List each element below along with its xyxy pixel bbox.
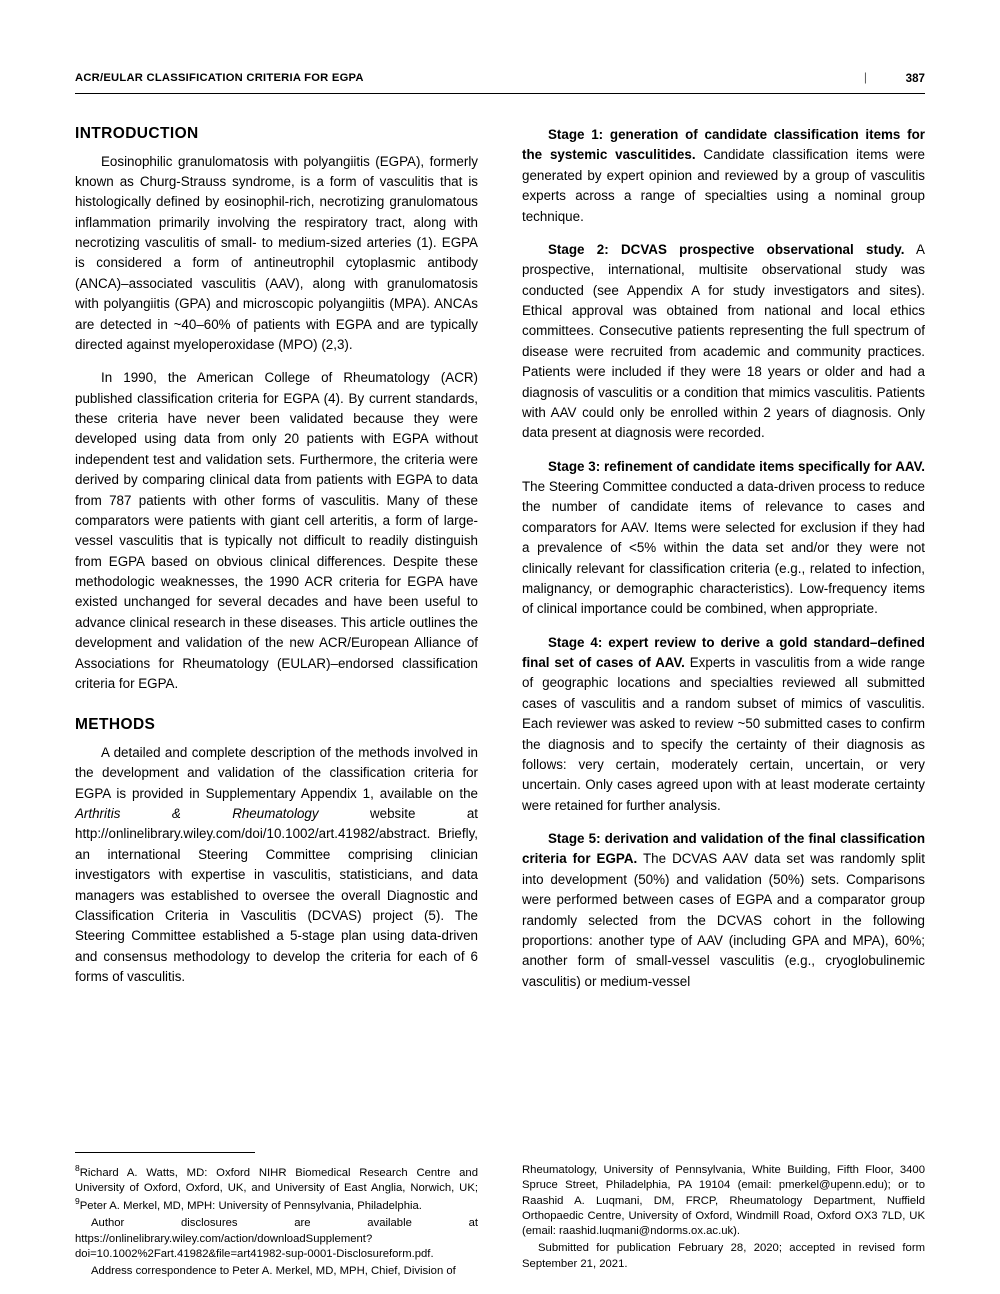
stage-1-text: Candidate classification items were generated by expert opinion and reviewed by a group of vasculitis experts across a range of specialties using a nominal group technique. [522, 147, 926, 224]
stage-2-text: A prospective, international, multisite observational study was conducted (see Appendix A for study investigators and sites). Ethical approval was obtained from national and local ethics committees. Consecutive patients representing the full spectrum of disease were recruited from academic and community practices. Patients were included if they were 18 years or older and had a diagnosis of vasculitis or a condition that mimics vasculitis. Patients with AAV could only be enrolled within 2 years of diagnosis. Only data present at diagnosis were recorded. [522, 241, 925, 441]
footnote-marker-9: 9 [75, 1196, 80, 1207]
methods-paragraph-1 [75, 743, 478, 988]
heading-introduction: INTRODUCTION [75, 125, 199, 142]
footnote-author-disclosures: Author disclosures are available at https://onlinelibrary.wiley.com/action/downloadSupplement?doi=10.1002%2Fart.41982&file=art41982-sup-0001-Disclosureform.pdf. [75, 1217, 478, 1260]
intro-paragraph-2: In 1990, the American College of Rheumatology (ACR) published classification criteria for EGPA (4). By current standards, these criteria have never been validated because they were developed using data from only 20 patients with EGPA without independent test and validation sets. Furthermore, the criteria were derived by comparing clinical data from patients with EGPA to data from 787 patients with other forms of vasculitis. Many of these comparators were patients with giant cell arteritis, a form of large-vessel vasculitis that is typically not difficult to readily distinguish from EGPA based on obvious clinical differences. Despite these methodologic weaknesses, the 1990 ACR criteria for EGPA have existed unchanged for several decades and have been useful to advance clinical research in these diseases. This article outlines the development and validation of the new ACR/European Alliance of Associations for Rheumatology (EULAR)–endorsed classification criteria for EGPA. [75, 370, 478, 691]
stage-5-paragraph [522, 829, 925, 992]
stage-4-text: Experts in vasculitis from a wide range of geographic locations and specialties reviewed all submitted cases of vasculitis and a random subset of mimics of vasculitis. Each reviewer was asked to review ~50 submitted cases to confirm the diagnosis and to specify the certainty of their diagnosis as follows: very certain, moderately certain, uncertain, or very uncertain. Only cases agreed upon with at least moderate certainty were retained for further analysis. [522, 655, 925, 813]
stage-2-lead: Stage 2: DCVAS prospective observational study. [548, 241, 905, 257]
stage-2-paragraph [522, 240, 925, 444]
stage-3-text: The Steering Committee conducted a data-driven process to reduce the number of candidate items of relevance to cases and comparators for AAV. Items were selected for exclusion if they had a prevalence of <5% within the data set and/or they were not clinically relevant for classification criteria (e.g., related to infection, malignancy, or demographic characteristics). Low-frequency items of clinical importance could be combined, when appropriate. [522, 479, 925, 617]
footnote-rule [75, 1152, 255, 1153]
methods-text-part1: A detailed and complete description of the methods involved in the development and validation of the classification criteria for EGPA is provided in Supplementary Appendix 1, available on the [75, 744, 478, 801]
footnotes [75, 1163, 925, 1279]
page-number: 387 [905, 72, 925, 85]
running-head [75, 72, 925, 98]
stage-5-text: The DCVAS AAV data set was randomly split into development (50%) and validation (50%) sets. Comparisons were performed between cases of EGPA and a comparator group randomly selected from the DCVAS cohort in the following proportions: another type of AAV (including GPA and MPA), 60%; another form of small-vessel vasculitis (e.g., cryoglobulinemic vasculitis) or medium-vessel [522, 851, 925, 989]
footnotes-right [522, 1163, 925, 1279]
running-head-title: ACR/EULAR CLASSIFICATION CRITERIA FOR EGPA [75, 72, 364, 84]
footnotes-left [75, 1163, 478, 1279]
footnote-affiliations [75, 1163, 478, 1214]
heading-methods: METHODS [75, 716, 156, 734]
footnote-submission-dates: Submitted for publication February 28, 2020; accepted in revised form September 21, 2021. [522, 1242, 925, 1270]
journal-name: Arthritis & Rheumatology [75, 806, 319, 822]
footnote-affiliations-text-1: Richard A. Watts, MD: Oxford NIHR Biomedical Research Centre and University of Oxford, Oxford, UK, and University of East Anglia, Norwich, UK; [75, 1166, 478, 1195]
left-column [75, 125, 478, 992]
stage-1-paragraph [522, 125, 925, 227]
footnote-marker-8: 8 [75, 1163, 80, 1173]
stage-4-paragraph [522, 633, 925, 816]
methods-text-part2: website at http://onlinelibrary.wiley.com/doi/10.1002/art.41982/abstract. Briefly, an international Steering Committee comprising clinician investigators with expertise in vasculitis, statisticians, and data managers was established to oversee the overall Diagnostic and Classification Criteria in Vasculitis (DCVAS) project (5). The Steering Committee established a 5-stage plan using data-driven and consensus methodology to develop the criteria for each of 6 forms of vasculitis. [75, 806, 478, 985]
stage-4-lead: Stage 4: expert review to derive a gold standard–defined final set of cases of AAV. [522, 634, 925, 670]
stage-3-lead: Stage 3: refinement of candidate items specifically for AAV. [548, 458, 925, 474]
running-head-separator: | [863, 70, 867, 84]
stage-1-lead: Stage 1: generation of candidate classification items for the systemic vasculitides. [522, 127, 925, 163]
article-body [75, 125, 925, 992]
stage-3-paragraph [522, 457, 925, 620]
footnote-correspondence-continued: Rheumatology, University of Pennsylvania, White Building, Fifth Floor, 3400 Spruce Street, Philadelphia, PA 19104 (email: pmerkel@upenn.edu); or to Raashid A. Luqmani, DM, FRCP, Rheumatology Department, Nuffield Orthopaedic Centre, University of Oxford, Windmill Road, Oxford OX3 7LD, UK (email: raashid.luqmani@ndorms.ox.ac.uk). [522, 1164, 925, 1237]
running-head-rule [75, 93, 925, 94]
stage-5-lead: Stage 5: derivation and validation of the final classification criteria for EGPA. [522, 831, 925, 867]
footnote-correspondence-start: Address correspondence to Peter A. Merkel, MD, MPH, Chief, Division of [91, 1265, 456, 1278]
intro-paragraph-1: Eosinophilic granulomatosis with polyangiitis (EGPA), formerly known as Churg-Strauss syndrome, is a form of vasculitis that is histologically defined by eosinophil-rich, necrotizing granulomatous inflammation primarily involving the respiratory tract, along with necrotizing vasculitis of small- to medium-sized arteries (1). EGPA is considered a form of antineutrophil cytoplasmic antibody (ANCA)–associated vasculitis (AAV), along with granulomatosis with polyangiitis (GPA) and microscopic polyangiitis (MPA). ANCAs are detected in ~40–60% of patients with EGPA and are typically directed against myeloperoxidase (MPO) (2,3). [75, 153, 478, 352]
right-column [522, 125, 925, 992]
footnote-affiliations-text-2: Peter A. Merkel, MD, MPH: University of Pennsylvania, Philadelphia. [79, 1200, 422, 1213]
